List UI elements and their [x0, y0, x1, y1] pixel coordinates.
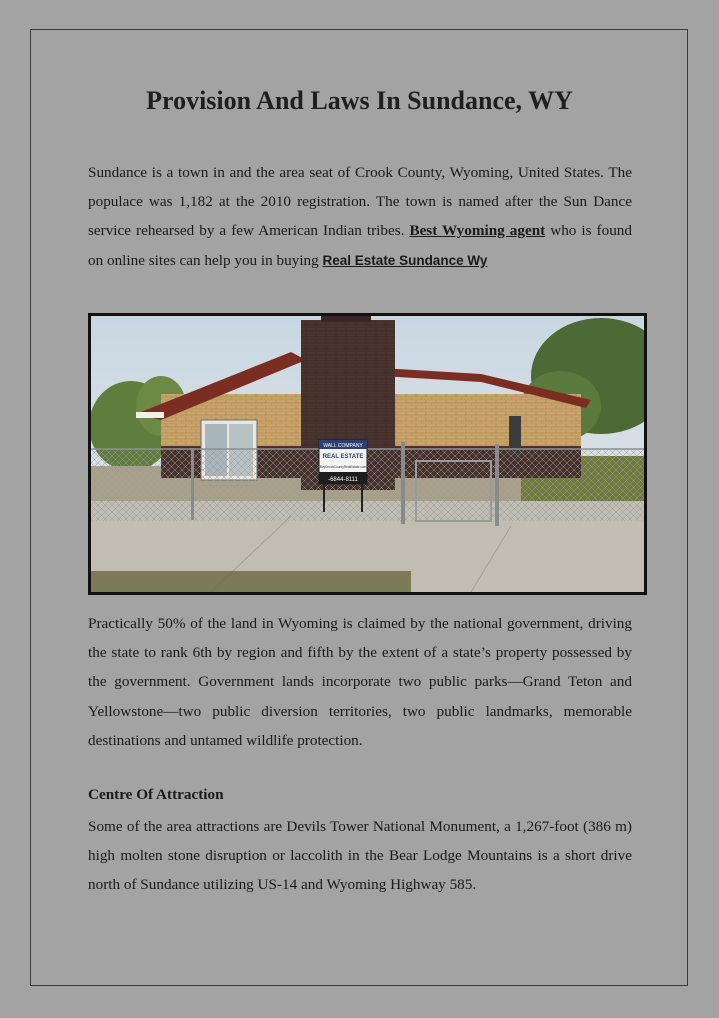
sign-website: BuyCrookCountyRealEstate.com	[319, 465, 367, 469]
attractions-paragraph: Some of the area attractions are Devils Tower National Monument, a 1,267-foot (386 m) high molten stone disruption or laccolith in the Bear Lodge Mountains is a short drive north of Sundance utilizing US-14 and Wyoming Highway 585.	[88, 818, 632, 894]
intro-paragraph	[88, 158, 632, 275]
sign-company: WALL COMPANY	[323, 443, 363, 449]
real-estate-sundance-link[interactable]: Real Estate Sundance Wy	[322, 252, 488, 268]
house-photo-illustration	[91, 316, 644, 592]
house-photo	[88, 313, 647, 595]
intro-text-middle: who is found on online sites can help you in buying	[88, 222, 632, 269]
land-ownership-paragraph: Practically 50% of the land in Wyoming is claimed by the national government, driving the state to rank 6th by region and fifth by the extent of a state’s property possessed by the government. Government lands incorporate two public parks—Grand Teton and Yellowstone—two public diversion territories, two public landmarks, memorable destinations and untamed wildlife protection.	[88, 615, 632, 749]
section-heading: Centre Of Attraction	[88, 786, 224, 803]
sign-realestate: REAL ESTATE	[322, 454, 364, 460]
sign-phone: -6844-8111	[328, 477, 358, 483]
page-title: Provision And Laws In Sundance, WY	[146, 86, 573, 115]
intro-text-before: Sundance is a town in and the area seat of Crook County, Wyoming, United States. The populace was 1,182 at the 2010 registration. The town is named after the Sun Dance service rehearsed by a few American Indian tribes.	[88, 164, 632, 240]
best-wyoming-agent-link[interactable]: Best Wyoming agent	[409, 222, 546, 240]
